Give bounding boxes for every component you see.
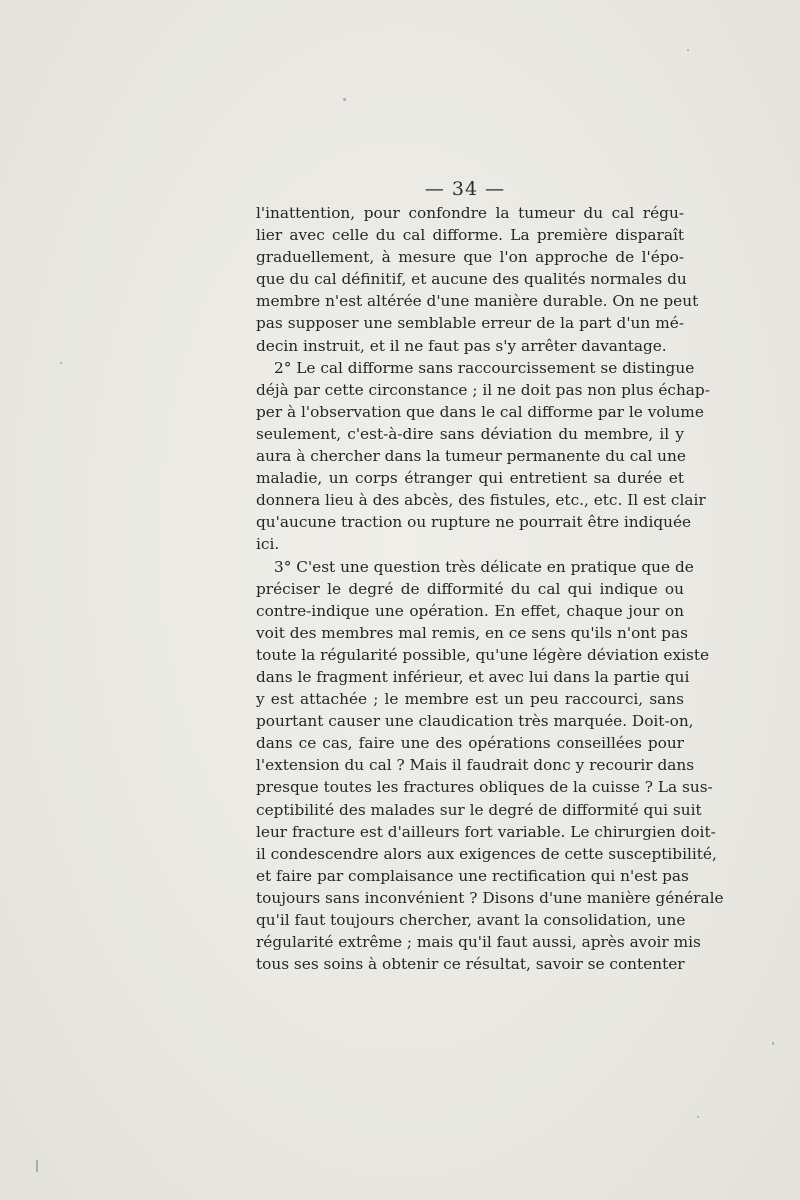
text-line: déjà par cette circonstance ; il ne doit pas non plus échap-	[256, 380, 710, 399]
paper-speck	[36, 1160, 38, 1172]
text-line: y est attachée ; le membre est un peu raccourci, sans	[256, 690, 684, 709]
text-line: ceptibilité des malades sur le degré de difformité qui suit	[256, 800, 702, 819]
text-line: ici.	[256, 535, 280, 554]
paper-speck	[772, 1042, 774, 1045]
text-line: leur fracture est d'ailleurs fort variable. Le chirurgien doit-	[256, 822, 716, 841]
paper-speck	[687, 49, 689, 51]
text-line: et faire par complaisance une rectification qui n'est pas	[256, 866, 689, 885]
text-line: per à l'observation que dans le cal difforme par le volume	[256, 402, 704, 421]
body-text	[256, 202, 724, 975]
text-line: toujours sans inconvénient ? Disons d'une manière générale	[256, 888, 724, 907]
text-line: contre-indique une opération. En effet, chaque jour on	[256, 601, 684, 620]
text-line: presque toutes les fractures obliques de la cuisse ? La sus-	[256, 778, 713, 797]
text-line: qu'il faut toujours chercher, avant la consolidation, une	[256, 911, 686, 929]
text-line: l'inattention, pour confondre la tumeur du cal régu-	[256, 204, 684, 222]
text-line: tous ses soins à obtenir ce résultat, savoir se contenter	[256, 955, 685, 974]
text-line: 3° C'est une question très délicate en pratique que de	[274, 557, 694, 576]
text-line: l'extension du cal ? Mais il faudrait donc y recourir dans	[256, 756, 695, 775]
text-line: dans le fragment inférieur, et avec lui dans la partie qui	[256, 667, 690, 686]
paper-speck	[60, 362, 62, 364]
paper-speck	[343, 98, 346, 101]
text-line: régularité extrême ; mais qu'il faut aussi, après avoir mis	[256, 933, 701, 952]
text-line: aura à chercher dans la tumeur permanente du cal une	[256, 447, 686, 466]
text-line: qu'aucune traction ou rupture ne pourrait être indiquée	[256, 513, 692, 532]
text-line: maladie, un corps étranger qui entretient sa durée et	[256, 469, 684, 488]
text-line: préciser le degré de difformité du cal qui indique ou	[256, 579, 684, 598]
text-line: donnera lieu à des abcès, des fistules, etc., etc. Il est clair	[256, 491, 706, 510]
text-line: toute la régularité possible, qu'une légère déviation existe	[256, 645, 710, 664]
text-line: il condescendre alors aux exigences de cette susceptibilité,	[256, 844, 717, 863]
page-number: — 34 —	[424, 178, 506, 200]
text-line: que du cal définitif, et aucune des qualités normales du	[256, 270, 687, 289]
text-line: pas supposer une semblable erreur de la part d'un mé-	[256, 314, 684, 333]
text-line: voit des membres mal remis, en ce sens qu'ils n'ont pas	[256, 623, 688, 642]
text-line: membre n'est altérée d'une manière durable. On ne peut	[256, 292, 699, 311]
text-line: 2° Le cal difforme sans raccourcissement se distingue	[274, 358, 695, 377]
text-line: dans ce cas, faire une des opérations conseillées pour	[256, 734, 684, 753]
text-line: seulement, c'est-à-dire sans déviation du membre, il y	[256, 424, 684, 443]
text-line: lier avec celle du cal difforme. La première disparaît	[256, 226, 684, 245]
text-line: pourtant causer une claudication très marquée. Doit-on,	[256, 712, 694, 731]
paper-speck	[697, 1116, 699, 1118]
text-line: graduellement, à mesure que l'on approche de l'épo-	[256, 248, 684, 267]
text-line: decin instruit, et il ne faut pas s'y arrêter davantage.	[256, 336, 667, 355]
